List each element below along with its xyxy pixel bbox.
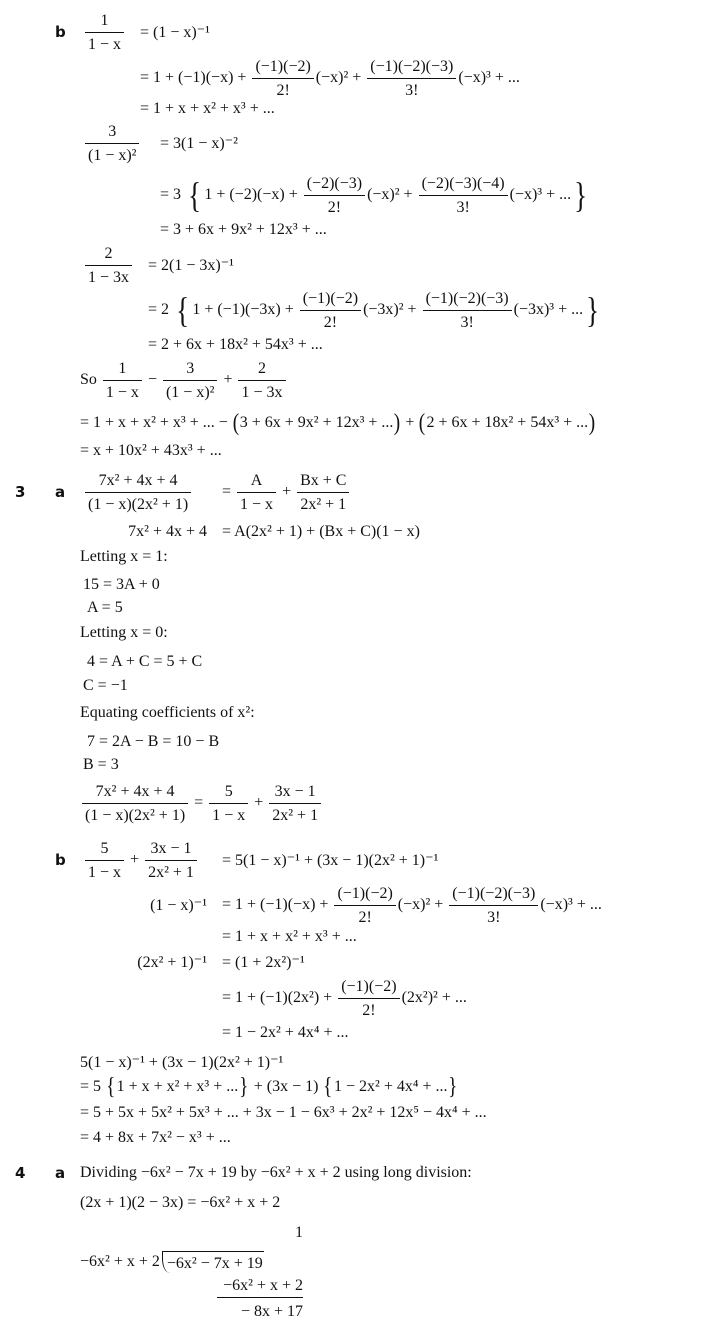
math-text: = 1 + (−1)(−x) + [140,69,251,86]
fraction-denominator: (1 − x)² [88,146,137,164]
math-text: = (1 + 2x²)⁻¹ [222,954,305,971]
math-text: (2x² + 1)⁻¹ [137,954,207,971]
math-text: = 2 + 6x + 18x² + 54x³ + ... [148,336,323,353]
fraction-denominator: 3! [487,908,501,926]
fraction [85,10,124,55]
fraction-denominator: 2! [362,1001,376,1019]
fraction-denominator: (1 − x)² [165,383,215,401]
math-text: 15 = 3A + 0 [83,576,160,593]
fraction-numerator: 2 [85,243,132,266]
math-text: Letting x = 1: [80,548,168,565]
math-line [80,773,323,833]
fraction-numerator: (−1)(−2) [252,56,313,79]
fraction-denominator: 2! [358,908,372,926]
math-text: 1 + (−1)(−3x) + [192,301,298,318]
fraction-numerator: 7x² + 4x + 4 [82,781,188,804]
fraction-denominator: 1 − 3x [241,383,283,401]
fraction-numerator: (−2)(−3)(−4) [419,173,508,196]
fraction-denominator: 1 − 3x [88,268,130,286]
math-text: = 1 + x + x² + x³ + ... [222,928,357,945]
fraction [82,781,188,826]
fraction-numerator: A [237,470,276,493]
math-text: Dividing −6x² − 7x + 19 by −6x² + x + 2 using long division: [80,1164,472,1181]
fraction-denominator: (1 − x)(2x² + 1) [85,806,186,824]
fraction-denominator: 1 − x [240,495,274,513]
bracket: ( [232,410,239,436]
bracket: } [448,1074,458,1100]
fraction-denominator: 2! [327,198,342,216]
math-text: (−x)³ + ... [509,186,572,203]
math-text: 7x² + 4x + 4 [128,523,207,540]
math-text: Equating coefficients of x²: [80,704,255,721]
fraction-denominator: 3! [456,198,470,216]
math-text: = [222,483,236,500]
math-line [0,875,207,935]
math-text: + [401,414,419,431]
fraction-numerator: (−1)(−2) [300,288,361,311]
fraction-numerator: 5 [85,838,124,861]
long-division-subtraction: −6x² + x + 2 [217,1277,303,1298]
math-text: (−3x)³ + ... [513,301,584,318]
fraction-numerator: (−1)(−2) [334,883,395,906]
math-text: (−x)³ + ... [540,896,602,913]
math-text: 1 [295,1224,303,1241]
fraction-denominator: 1 − x [212,806,246,824]
math-text: + [219,371,237,388]
math-text: 4 = A + C = 5 + C [87,653,203,670]
math-text: = 5(1 − x)⁻¹ + (3x − 1)(2x² + 1)⁻¹ [222,852,439,869]
math-text: (−x)² + [315,69,366,86]
question-number: 4 [15,1164,26,1182]
math-line [83,113,141,173]
math-text: + [278,483,296,500]
fraction-numerator: 7x² + 4x + 4 [85,470,191,493]
math-line [0,932,207,992]
bracket: ( [419,410,426,436]
math-text: + [126,851,144,868]
math-text: (2x + 1)(2 − 3x) = −6x² + x + 2 [80,1194,281,1211]
math-text: So [80,371,101,388]
math-text: = A(2x² + 1) + (Bx + C)(1 − x) [222,523,420,540]
math-line [83,2,126,62]
math-text: (2x²)² + ... [401,989,467,1006]
math-text: (−3x)² + [363,301,421,318]
math-text: = 3 [160,186,186,203]
math-text: (−x)² + [367,186,417,203]
math-text: + (3x − 1) [249,1078,323,1095]
math-text: = x + 10x² + 43x³ + ... [80,442,222,459]
fraction-numerator: 1 [85,10,124,33]
math-text: + [250,794,268,811]
bracket: { [106,1074,116,1100]
math-text: (1 − x)⁻¹ [150,897,207,914]
fraction-numerator: (−1)(−2)(−3) [449,883,538,906]
math-text: 3 + 6x + 9x² + 12x³ + ... [239,414,394,431]
fraction [209,781,248,826]
fraction-numerator: 5 [209,781,248,804]
large-brace: } [586,290,600,330]
part-label: a [55,483,66,501]
math-text: = 1 + (−1)(2x²) + [222,989,337,1006]
math-text: = 1 + (−1)(−x) + [222,896,333,913]
fraction-denominator: 1 − x [88,863,122,881]
math-text: = 3 + 6x + 9x² + 12x³ + ... [160,221,327,238]
fraction [449,883,538,928]
math-text: − 8x + 17 [240,1303,303,1320]
math-text: B = 3 [83,756,119,773]
fraction-denominator: 2x² + 1 [300,495,347,513]
fraction-denominator: (1 − x)(2x² + 1) [88,495,189,513]
fraction-numerator: 2 [238,358,285,381]
math-text: (−x)² + [397,896,448,913]
math-text: = 1 − 2x² + 4x⁴ + ... [222,1024,349,1041]
math-text: = 2 [148,301,174,318]
math-text: 7 = 2A − B = 10 − B [87,733,220,750]
math-text: = 1 + x + x² + x³ + ... − [80,414,232,431]
fraction-numerator: (−1)(−2) [338,976,399,999]
math-text: (−x)³ + ... [458,69,520,86]
math-text: 5(1 − x)⁻¹ + (3x − 1)(2x² + 1)⁻¹ [80,1054,284,1071]
math-text: = 3(1 − x)⁻² [160,135,238,152]
math-text: 1 − 2x² + 4x⁴ + ... [334,1078,448,1095]
math-line [160,113,238,173]
large-brace: { [176,290,190,330]
fraction-numerator: Bx + C [297,470,349,493]
fraction-denominator: 2x² + 1 [272,806,319,824]
fraction-denominator: 2! [323,313,338,331]
fraction-numerator: 3 [85,121,139,144]
fraction-numerator: 3 [163,358,217,381]
fraction-denominator: 1 − x [88,35,122,53]
math-text: 1 + (−2)(−x) + [204,186,302,203]
math-line [83,235,134,295]
bracket: ) [588,410,596,436]
fraction-numerator: 1 [103,358,142,381]
fraction-denominator: 3! [405,81,419,99]
math-text: = 5 + 5x + 5x² + 5x³ + ... + 3x − 1 − 6x³ + 2x² + 12x⁵ − 4x⁴ + ... [80,1104,487,1121]
math-text: −6x² + x + 2 [80,1253,160,1270]
math-text: 2 + 6x + 18x² + 54x³ + ... [426,414,589,431]
fraction-denominator: 1 − x [105,383,139,401]
math-text: = 4 + 8x + 7x² − x³ + ... [80,1129,231,1146]
fraction-numerator: (−1)(−2)(−3) [423,288,512,311]
part-label: b [55,23,66,41]
fraction-denominator: 2x² + 1 [148,863,194,881]
math-text: 1 + x + x² + x³ + ... [116,1078,239,1095]
fraction-numerator: (−1)(−2)(−3) [367,56,456,79]
math-text: = (1 − x)⁻¹ [140,24,210,41]
fraction-numerator: 3x − 1 [269,781,321,804]
part-label: b [55,851,66,869]
math-text: A = 5 [87,599,123,616]
fraction [85,121,139,166]
large-brace: { [188,175,202,215]
math-text: − [143,371,161,388]
bracket: ) [394,410,401,436]
fraction [423,288,512,333]
math-line [222,502,420,562]
fraction-numerator: (−2)(−3) [304,173,365,196]
fraction-numerator: 3x − 1 [145,838,197,861]
fraction [419,173,508,218]
fraction [85,243,132,288]
math-text: = 5 [80,1078,106,1095]
math-text: = [190,794,208,811]
math-text: = 1 + x + x² + x³ + ... [140,100,275,117]
long-division-dividend: −6x² − 7x + 19 [162,1251,264,1273]
large-brace: } [574,175,588,215]
fraction-denominator: 2! [276,81,290,99]
part-label: a [55,1164,66,1182]
fraction [269,781,321,826]
fraction [367,56,456,101]
fraction-denominator: 3! [460,313,474,331]
math-text: Letting x = 0: [80,624,168,641]
math-text: = 2(1 − 3x)⁻¹ [148,257,234,274]
bracket: { [323,1074,333,1100]
bracket: } [239,1074,249,1100]
math-line [0,1282,303,1342]
math-text: C = −1 [83,677,128,694]
question-number: 3 [15,483,26,501]
